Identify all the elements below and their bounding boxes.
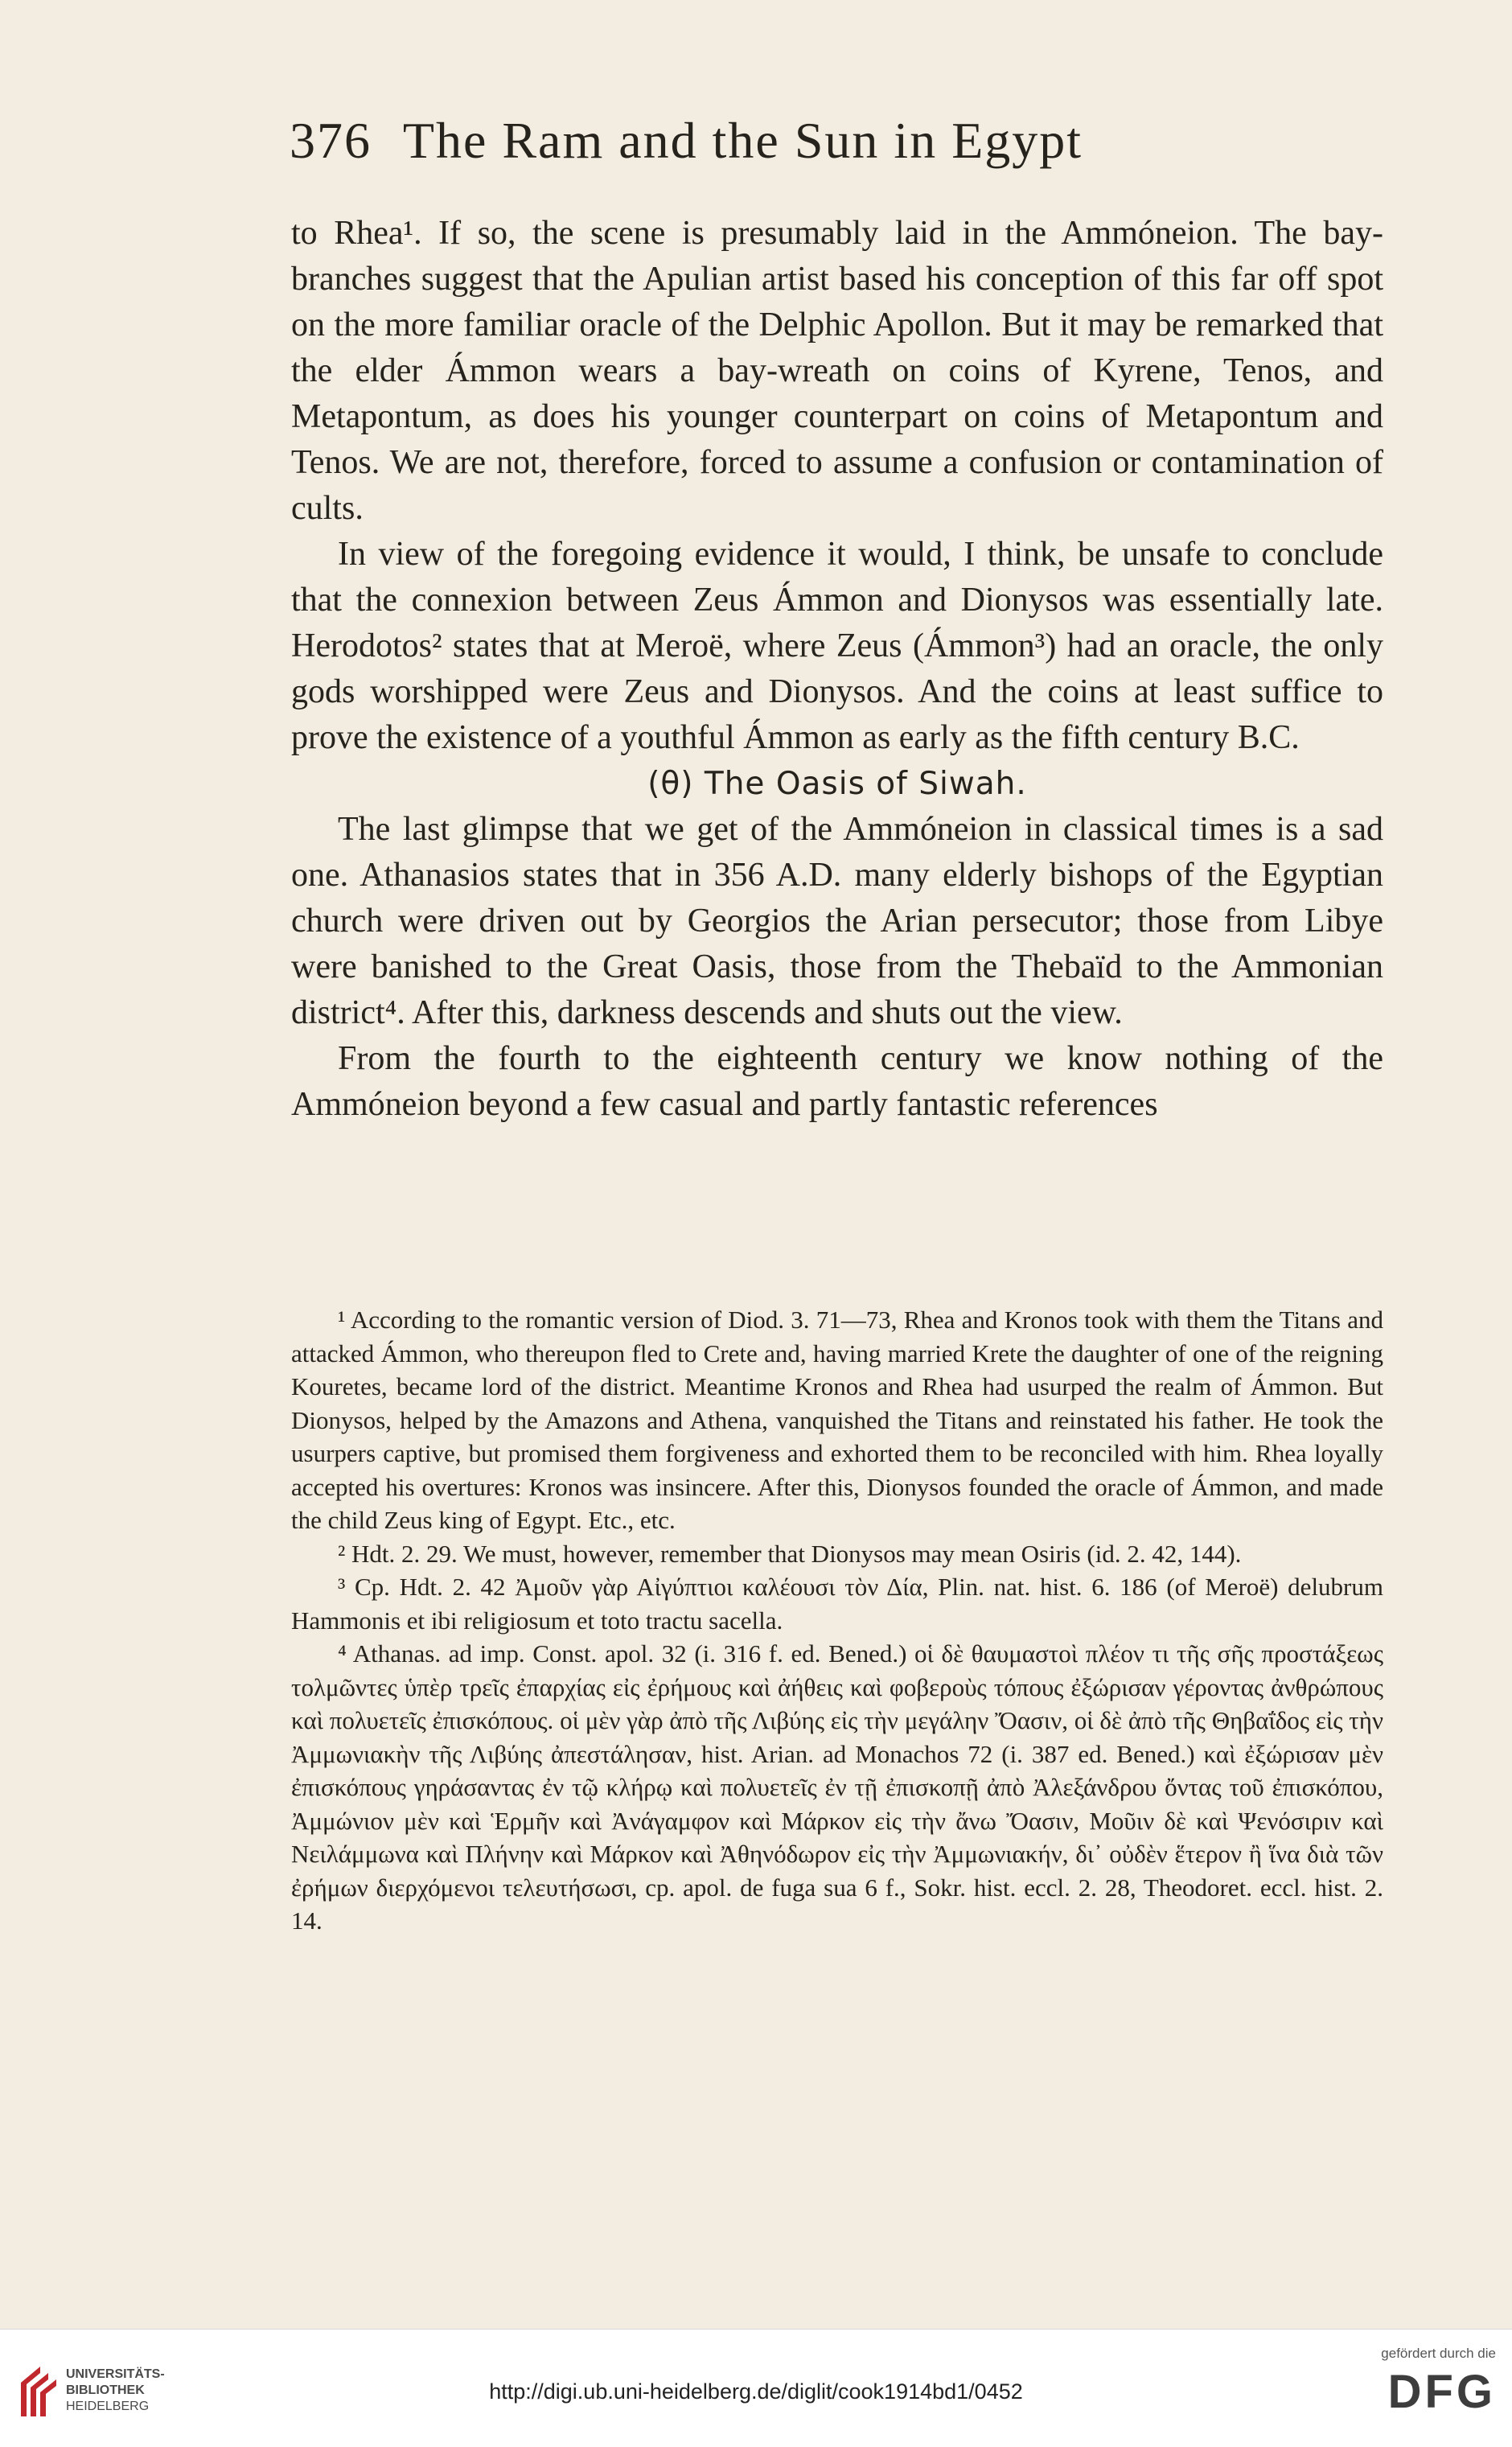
footnotes [291,1303,1383,1938]
page-number: 376 [290,112,372,169]
running-header [290,111,1383,171]
permalink-url[interactable]: http://digi.ub.uni-heidelberg.de/diglit/cook1914bd1/0452 [489,2379,1023,2404]
funder-logo[interactable] [1359,2346,1496,2419]
body-paragraph: to Rhea¹. If so, the scene is presumably laid in the Ammóneion. The bay-branches suggest that the Apulian artist based his conception of this far off spot on the more familiar oracle of the Delphic Apollon. But it may be remarked that the elder Ámmon wears a bay-wreath on coins of Kyrene, Tenos, and Metapontum, as does his younger counterpart on coins of Metapontum and Tenos. We are not, therefore, forced to assume a confusion or contamination of cults. [291,215,1383,527]
footnote: ² Hdt. 2. 29. We must, however, remember that Dionysos may mean Osiris (id. 2. 42, 144). [338,1539,1242,1568]
body-paragraph: In view of the foregoing evidence it would, I think, be unsafe to conclude that the connexion between Zeus Ámmon and Dionysos was essentially late. Herodotos² states that at Meroë, where Zeus (Ámmon³) had an oracle, the only gods worshipped were Zeus and Dionysos. And the coins at least suffice to prove the existence of a youthful Ámmon as early as the fifth century B.C. [291,536,1383,756]
funder-caption: gefördert durch die [1381,2346,1496,2361]
dfg-logo-icon: DFG [1387,2366,1496,2418]
viewer-footer [0,2329,1512,2447]
section-heading: (θ) The Oasis of Siwah. [647,766,1027,802]
library-name: UNIVERSITÄTS- BIBLIOTHEK HEIDELBERG [66,2367,165,2413]
footnote: ⁴ Athanas. ad imp. Const. apol. 32 (i. 316 f. ed. Bened.) οἱ δὲ θαυμαστοὶ πλέον τι τῆς σῆς προστάξεως τολμῶντες ὑπὲρ τρεῖς ἐπαρχίας εἰς ἐρήμους καὶ ἀήθεις καὶ φοβεροὺς τόπους ἐξώρισαν γέροντας ἀνθρώπους καὶ πολυετεῖς ἐπισκόπους. οἱ μὲν γὰρ ἀπὸ τῆς Λιβύης εἰς τὴν μεγάλην Ὄασιν, οἱ δὲ ἀπὸ τῆς Θηβαΐδος εἰς τὴν Ἀμμωνιακὴν τῆς Λιβύης ἀπεστάλησαν, hist. Arian. ad Monachos 72 (i. 387 ed. Bened.) καὶ ἐξώρισαν μὲν ἐπισκόπους γηράσαντας ἐν τῷ κλήρῳ καὶ πολυετεῖς ἐν τῇ ἐπισκοπῇ ἀπὸ Ἀλεξάνδρου ὄντας τοῦ ἐπισκόπου, Ἀμμώνιον μὲν καὶ Ἑρμῆν καὶ Ἀνάγαμφον καὶ Μάρκον εἰς τὴν ἄνω Ὄασιν, Μοῦιν δὲ καὶ Ψενόσιριν καὶ Νειλάμμωνα καὶ Πλήνην καὶ Μάρκον καὶ Ἀθηνόδωρον εἰς τὴν Ἀμμωνιακήν, δι᾽ οὐδὲν ἕτερον ἢ ἵνα διὰ τῶν ἐρήμων διερχόμενοι τελευτήσωσι, cp. apol. de fuga sua 6 f., Sokr. hist. eccl. 2. 28, Theodoret. eccl. hist. 2. 14. [291,1639,1383,1935]
running-title: The Ram and the Sun in Egypt [402,112,1083,169]
footnote: ³ Cp. Hdt. 2. 42 Ἀμοῦν γὰρ Αἰγύπτιοι καλέουσι τὸν Δία, Plin. nat. hist. 6. 186 (of Meroë) delubrum Hammonis et ibi religiosum et toto tractu sacella. [291,1573,1383,1635]
main-text [291,211,1383,1128]
body-paragraph: From the fourth to the eighteenth century we know nothing of the Ammóneion beyond a few casual and partly fantastic references [291,1040,1383,1123]
footnote: ¹ According to the romantic version of Diod. 3. 71—73, Rhea and Kronos took with them the Titans and attacked Ámmon, who thereupon fled to Crete and, having married Krete the daughter of one of the reigning Kouretes, became lord of the district. Meantime Kronos and Rhea had usurped the realm of Ámmon. But Dionysos, helped by the Amazons and Athena, vanquished the Titans and reinstated his father. He took the usurpers captive, but promised them forgiveness and exhorted them to be reconciled with him. Rhea loyally accepted his overtures: Kronos was insincere. After this, Dionysos founded the oracle of Ámmon, and made the child Zeus king of Egypt. Etc., etc. [291,1306,1383,1534]
body-paragraph: The last glimpse that we get of the Ammóneion in classical times is a sad one. Athanasios states that in 356 A.D. many elderly bishops of the Egyptian church were driven out by Georgios the Arian persecutor; those from Libye were banished to the Great Oasis, those from the Thebaïd to the Ammonian district⁴. After this, darkness descends and shuts out the view. [291,811,1383,1031]
